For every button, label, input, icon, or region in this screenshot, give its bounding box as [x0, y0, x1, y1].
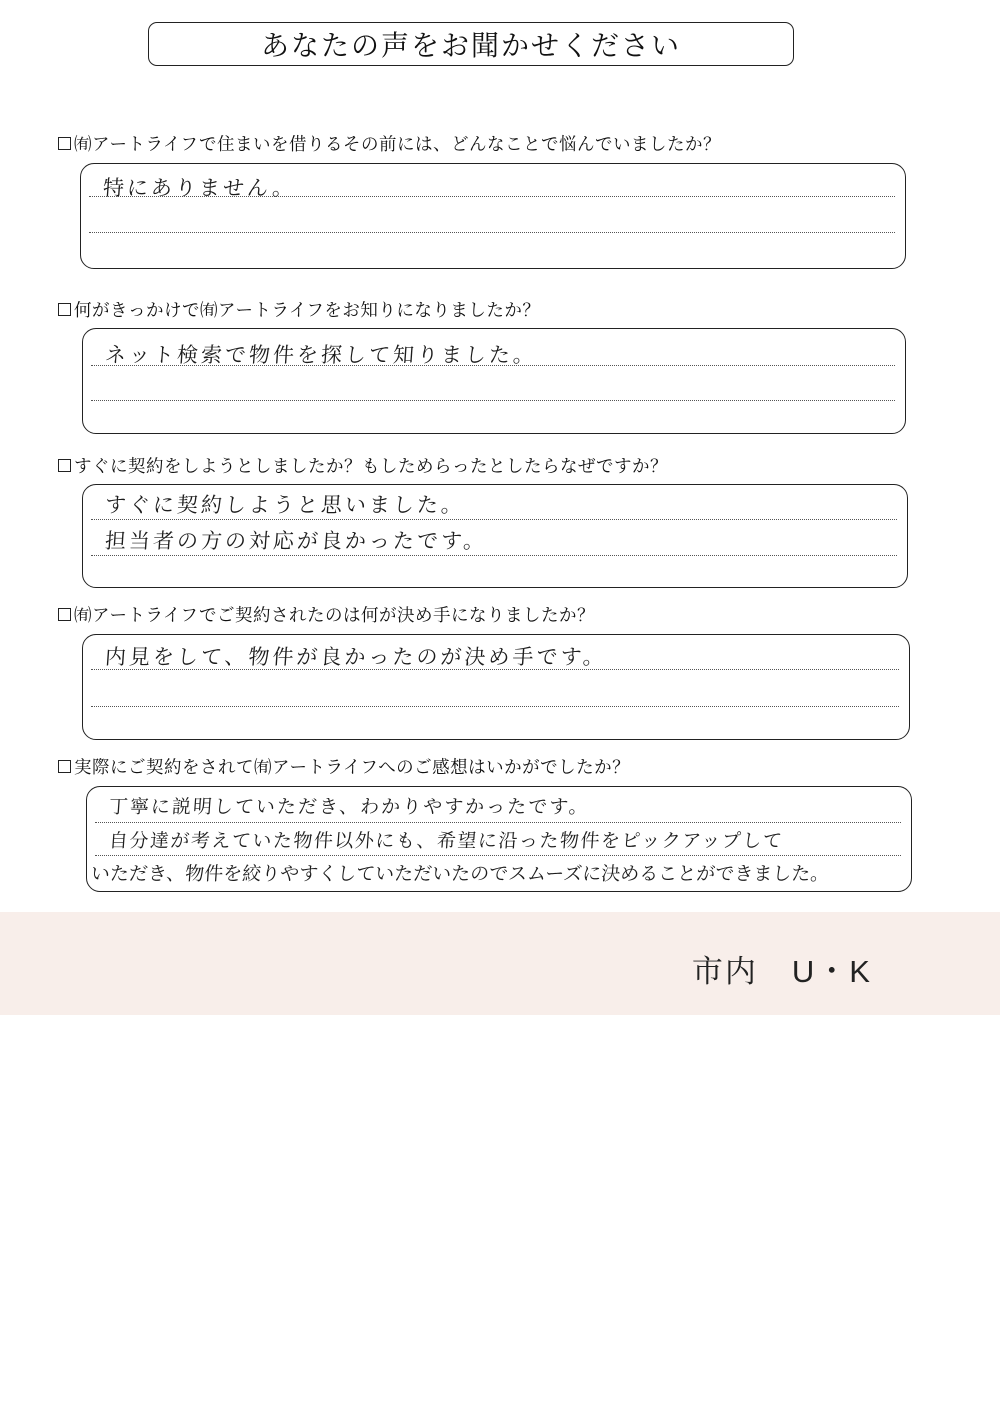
- signature-initials: U・K: [791, 954, 872, 989]
- dotted-rule: [89, 232, 895, 233]
- question-3: [58, 453, 668, 478]
- checkbox-icon: [58, 760, 71, 773]
- question-text: 何がきっかけで㈲アートライフをお知りになりましたか？: [74, 301, 541, 321]
- question-text: ㈲アートライフでご契約されたのは何が決め手になりましたか？: [74, 606, 595, 626]
- question-4: [58, 602, 595, 627]
- question-text: すぐに契約をしようとしましたか？もしためらったとしたらなぜですか？: [74, 457, 668, 477]
- question-text: ㈲アートライフで住まいを借りるその前には、どんなことで悩んでいましたか？: [74, 135, 721, 155]
- signature-area: 市内: [691, 954, 758, 989]
- handwritten-answer-line: 特にありません。: [102, 176, 298, 200]
- checkbox-icon: [58, 303, 71, 316]
- handwritten-answer-line: 内見をして、物件が良かったのが決め手です。: [104, 645, 608, 669]
- dotted-rule: [91, 400, 895, 401]
- handwritten-answer-line: いただき、物件を絞りやすくしていただいたのでスムーズに決めることができました。: [90, 863, 831, 885]
- dotted-rule: [91, 706, 899, 707]
- dotted-rule: [95, 822, 901, 823]
- question-text: 実際にご契約をされて㈲アートライフへのご感想はいかがでしたか？: [74, 758, 631, 778]
- handwritten-answer-line: 自分達が考えていた物件以外にも、希望に沿った物件をピックアップして: [108, 830, 785, 852]
- handwritten-answer-line: 担当者の方の対応が良かったです。: [104, 529, 489, 553]
- answer-box-3: [82, 484, 908, 588]
- checkbox-icon: [58, 137, 71, 150]
- handwritten-answer-line: 丁寧に説明していただき、わかりやすかったです。: [108, 796, 591, 818]
- page-title: あなたの声をお聞かせください: [148, 22, 794, 66]
- checkbox-icon: [58, 608, 71, 621]
- signature: [692, 946, 872, 991]
- dotted-rule: [95, 855, 901, 856]
- dotted-rule: [91, 519, 897, 520]
- checkbox-icon: [58, 459, 71, 472]
- answer-box-1: [80, 163, 906, 269]
- question-5: [58, 754, 630, 779]
- handwritten-answer-line: すぐに契約しようと思いました。: [104, 493, 466, 517]
- dotted-rule: [91, 555, 897, 556]
- answer-box-4: [82, 634, 910, 740]
- question-2: [58, 297, 540, 322]
- answer-box-2: [82, 328, 906, 434]
- question-1: [58, 131, 721, 156]
- answer-box-5: [86, 786, 912, 892]
- handwritten-answer-line: ネット検索で物件を探して知りました。: [104, 343, 538, 367]
